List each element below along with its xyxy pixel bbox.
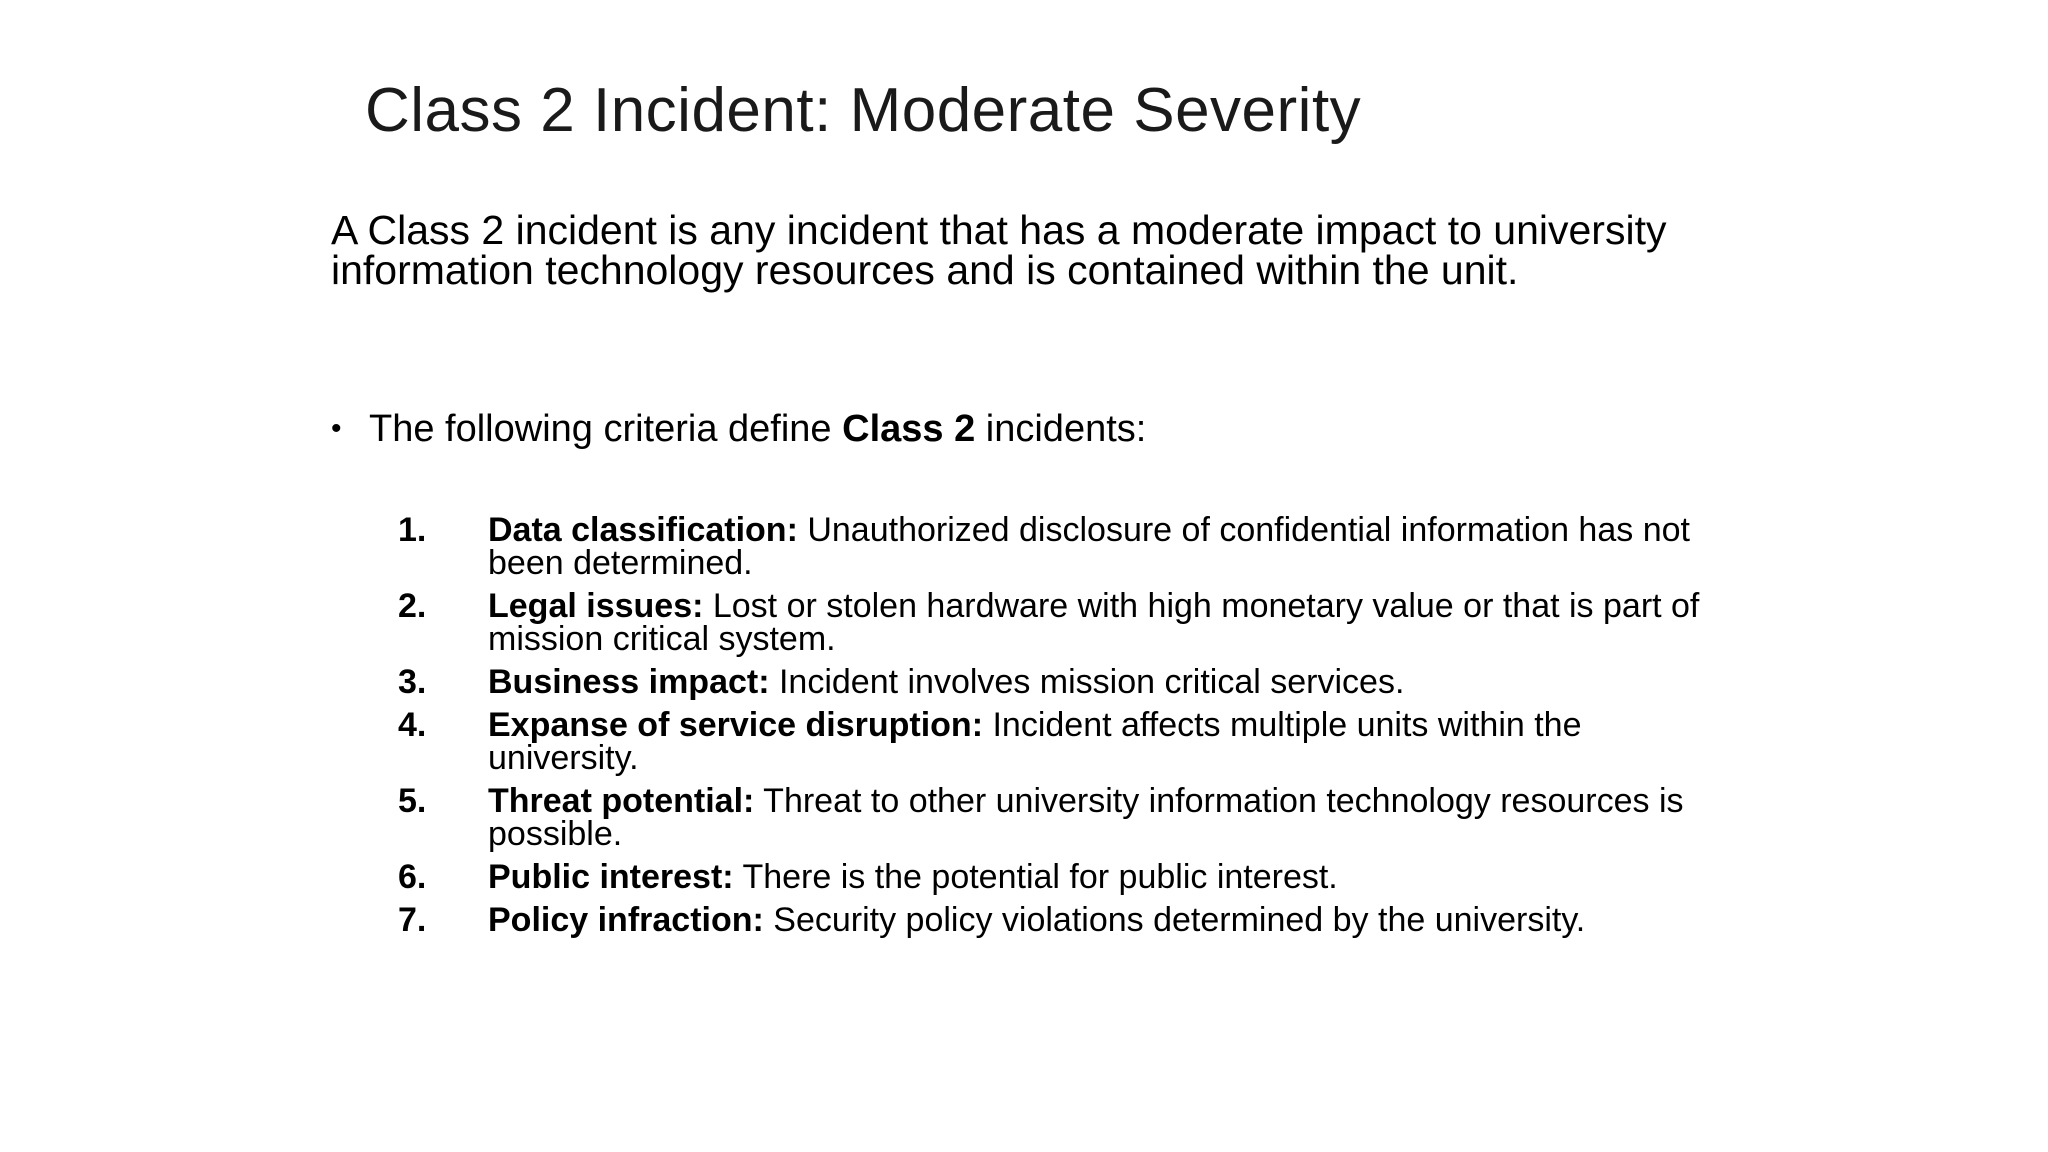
bullet-icon: • <box>331 412 342 445</box>
list-item <box>398 706 1728 777</box>
item-text: Incident involves mission critical services. <box>769 663 1405 701</box>
list-item <box>398 782 1728 853</box>
item-number: 7. <box>398 901 427 939</box>
item-number: 6. <box>398 858 427 896</box>
item-term: Data classification: <box>488 511 798 549</box>
list-item <box>398 587 1728 658</box>
item-number: 4. <box>398 706 427 744</box>
list-item <box>398 663 1728 701</box>
item-term: Legal issues: <box>488 587 704 625</box>
criteria-list <box>398 511 1728 947</box>
item-term: Expanse of service disruption: <box>488 706 984 744</box>
item-number: 2. <box>398 587 427 625</box>
slide-title: Class 2 Incident: Moderate Severity <box>365 76 1362 145</box>
item-term: Public interest: <box>488 858 734 896</box>
item-text: Security policy violations determined by the university. <box>763 901 1586 939</box>
criteria-bullet <box>331 404 1146 454</box>
item-term: Business impact: <box>488 663 770 701</box>
list-item <box>398 511 1728 582</box>
list-item <box>398 858 1728 896</box>
item-number: 1. <box>398 511 427 549</box>
item-number: 3. <box>398 663 427 701</box>
bullet-suffix: incidents: <box>975 408 1147 450</box>
bullet-bold-term: Class 2 <box>842 408 976 450</box>
item-term: Policy infraction: <box>488 901 764 939</box>
item-term: Threat potential: <box>488 782 755 820</box>
intro-paragraph: A Class 2 incident is any incident that has a moderate impact to university information technology resources and is contained within the unit. <box>331 207 1667 293</box>
item-text: There is the potential for public interest. <box>733 858 1338 896</box>
bullet-prefix: The following criteria define <box>369 408 843 450</box>
item-number: 5. <box>398 782 427 820</box>
list-item <box>398 901 1728 939</box>
item-text: Unauthorized disclosure of confidential information has not been determined. <box>488 511 1690 582</box>
item-text: Lost or stolen hardware with high monetary value or that is part of mission critical system. <box>488 587 1700 658</box>
item-text: Threat to other university information technology resources is possible. <box>488 782 1684 853</box>
item-text: Incident affects multiple units within the university. <box>488 706 1582 777</box>
